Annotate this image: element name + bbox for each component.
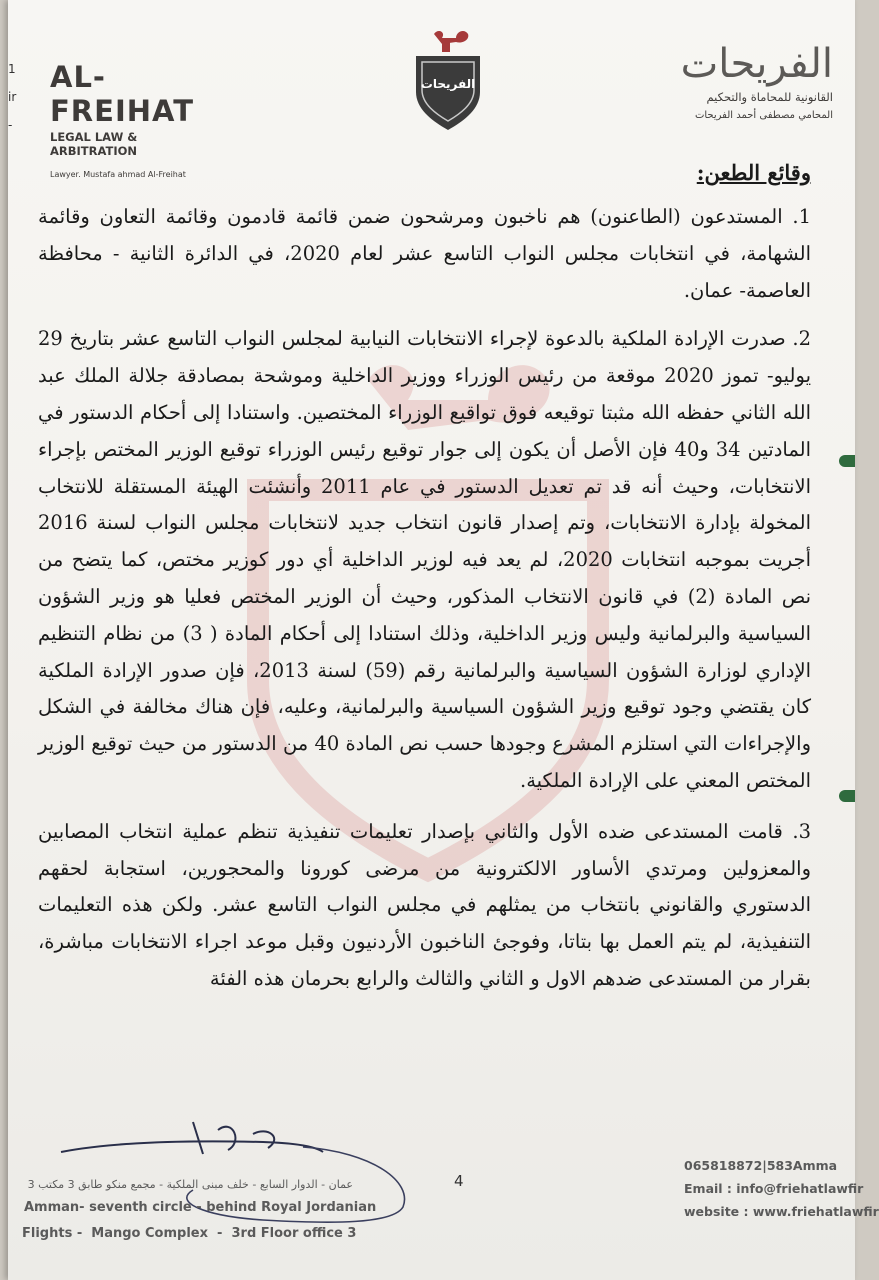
brand-arabic-subtitle: القانونية للمحاماة والتحكيم xyxy=(706,90,833,104)
document-body xyxy=(38,160,811,1010)
email-line: Email : info@friehatlawfir xyxy=(684,1181,864,1196)
paragraph-3: 3. قامت المستدعى ضده الأول والثاني بإصدار تعليمات تنفيذية تنظم عملية انتخاب المصابين والمعزولين ومرتدي الأساور الالكترونية من مرضى كورونا والمحجورين، استجابة لحقهم الدستوري والقانوني بانتخاب من يمثلهم في مجلس النواب التاسع عشر. ولكن هذه التعليمات التنفيذية، لم يتم العمل بها بتاتا، وفوجئ الناخبون الأردنيون وقبل موعد اجراء الانتخابات مباشرة، بقرار من المستدعى ضدهم الاول و الثاني والثالث والرابع بحرمان هذه الفئة xyxy=(38,819,811,990)
shield-icon xyxy=(416,56,480,130)
contact-block xyxy=(684,1158,879,1227)
brand-arabic-name: الفريحات xyxy=(680,41,833,87)
left-edge-marks xyxy=(8,55,18,139)
logo-red-stem xyxy=(442,42,450,52)
address-arabic: عمان - الدوار السابع - خلف مبنى الملكية - مجمع منكو طابق 3 مكتب 3 xyxy=(27,1178,353,1191)
section-heading: وقائع الطعن: xyxy=(696,160,811,185)
brand-latin-name: AL-FREIHAT xyxy=(50,60,194,128)
edge-mark: 1 xyxy=(8,62,16,76)
signature-stroke xyxy=(61,1141,323,1152)
document-page xyxy=(8,0,879,1280)
page-tab-marker xyxy=(839,790,855,802)
edge-mark: - xyxy=(8,118,13,132)
paragraph-2: 2. صدرت الإرادة الملكية بالدعوة لإجراء الانتخابات النيابية لمجلس النواب التاسع عشر بتاريخ 29 يوليو- تموز 2020 موقعة من رئيس الوزراء ووزير الداخلية وموشحة بمصادقة جلالة الملك عبد الله الثاني حفظه الله مثبتا توقيعه فوق تواقيع الوزراء المختصين. واستنادا إلى أحكام الدستور في المادتين 34 و40 فإن الأصل أن يكون إلى جوار توقيع رئيس الوزراء توقيع الوزير المختص بإجراء الانتخابات، وحيث أنه قد تم تعديل الدستور في عام 2011 وأنشئت الهيئة المستقلة للانتخاب المخولة بإدارة الانتخابات، وتم إصدار قانون انتخاب جديد لانتخابات مجلس النواب لسنة 2016 أجريت بموجبه انتخابات 2020، لم يعد فيه لوزير الداخلية أي دور كوزير مختص، كما يتضح من نص المادة (2) في قانون الانتخاب المذكور، وحيث أن الوزير المختص فعليا هو وزير الشؤون السياسية والبرلمانية وليس وزير الداخلية، وذلك استنادا إلى أحكام المادة ( 3) من نظام التنظيم الإداري لوزارة الشؤون السياسية والبرلمانية رقم (59) لسنة 2013، فإن صدور الإرادة الملكية كان يقتضي وجود توقيع وزير الشؤون السياسية والبرلمانية، وعليه، فإن هناك مخالفة في الشكل والإجراءات التي استلزم المشرع وجودها حسب نص المادة 40 من الدستور من حيث توقيع الوزير المختص المعني على الإرادة الملكية. xyxy=(38,327,812,792)
brand-latin-lawyer: Lawyer. Mustafa ahmad Al-Freihat xyxy=(50,170,186,179)
paragraph-1: 1. المستدعون (الطاعنون) هم ناخبون ومرشحون ضمن قائمة قادمون وقائمة التعاون وقائمة الشهامة، في انتخابات مجلس النواب التاسع عشر لعام 2020، في الدائرة الثانية - محافظة العاصمة- عمان. xyxy=(38,205,811,302)
page-tab-marker xyxy=(839,455,855,467)
page-number: 4 xyxy=(454,1172,464,1190)
brand-arabic-block xyxy=(633,38,833,121)
phone-line: 065818872|583Amma xyxy=(684,1158,838,1173)
firm-logo xyxy=(412,30,484,132)
brand-arabic-lawyer: المحامي مصطفى أحمد الفريحات xyxy=(694,110,833,121)
address-english-line-2: Flights - Mango Complex - 3rd Floor office 3 xyxy=(22,1226,357,1241)
address-english-line-1: Amman- seventh circle - behind Royal Jordanian xyxy=(24,1200,377,1215)
signature-stroke xyxy=(193,1122,274,1154)
logo-text: الفريحات xyxy=(420,77,476,91)
website-line: website : www.friehatlawfir xyxy=(684,1204,879,1219)
edge-mark: ir xyxy=(8,90,17,104)
logo-red-mark xyxy=(434,31,468,44)
brand-latin-subtitle: LEGAL LAW & ARBITRATION xyxy=(50,130,138,158)
